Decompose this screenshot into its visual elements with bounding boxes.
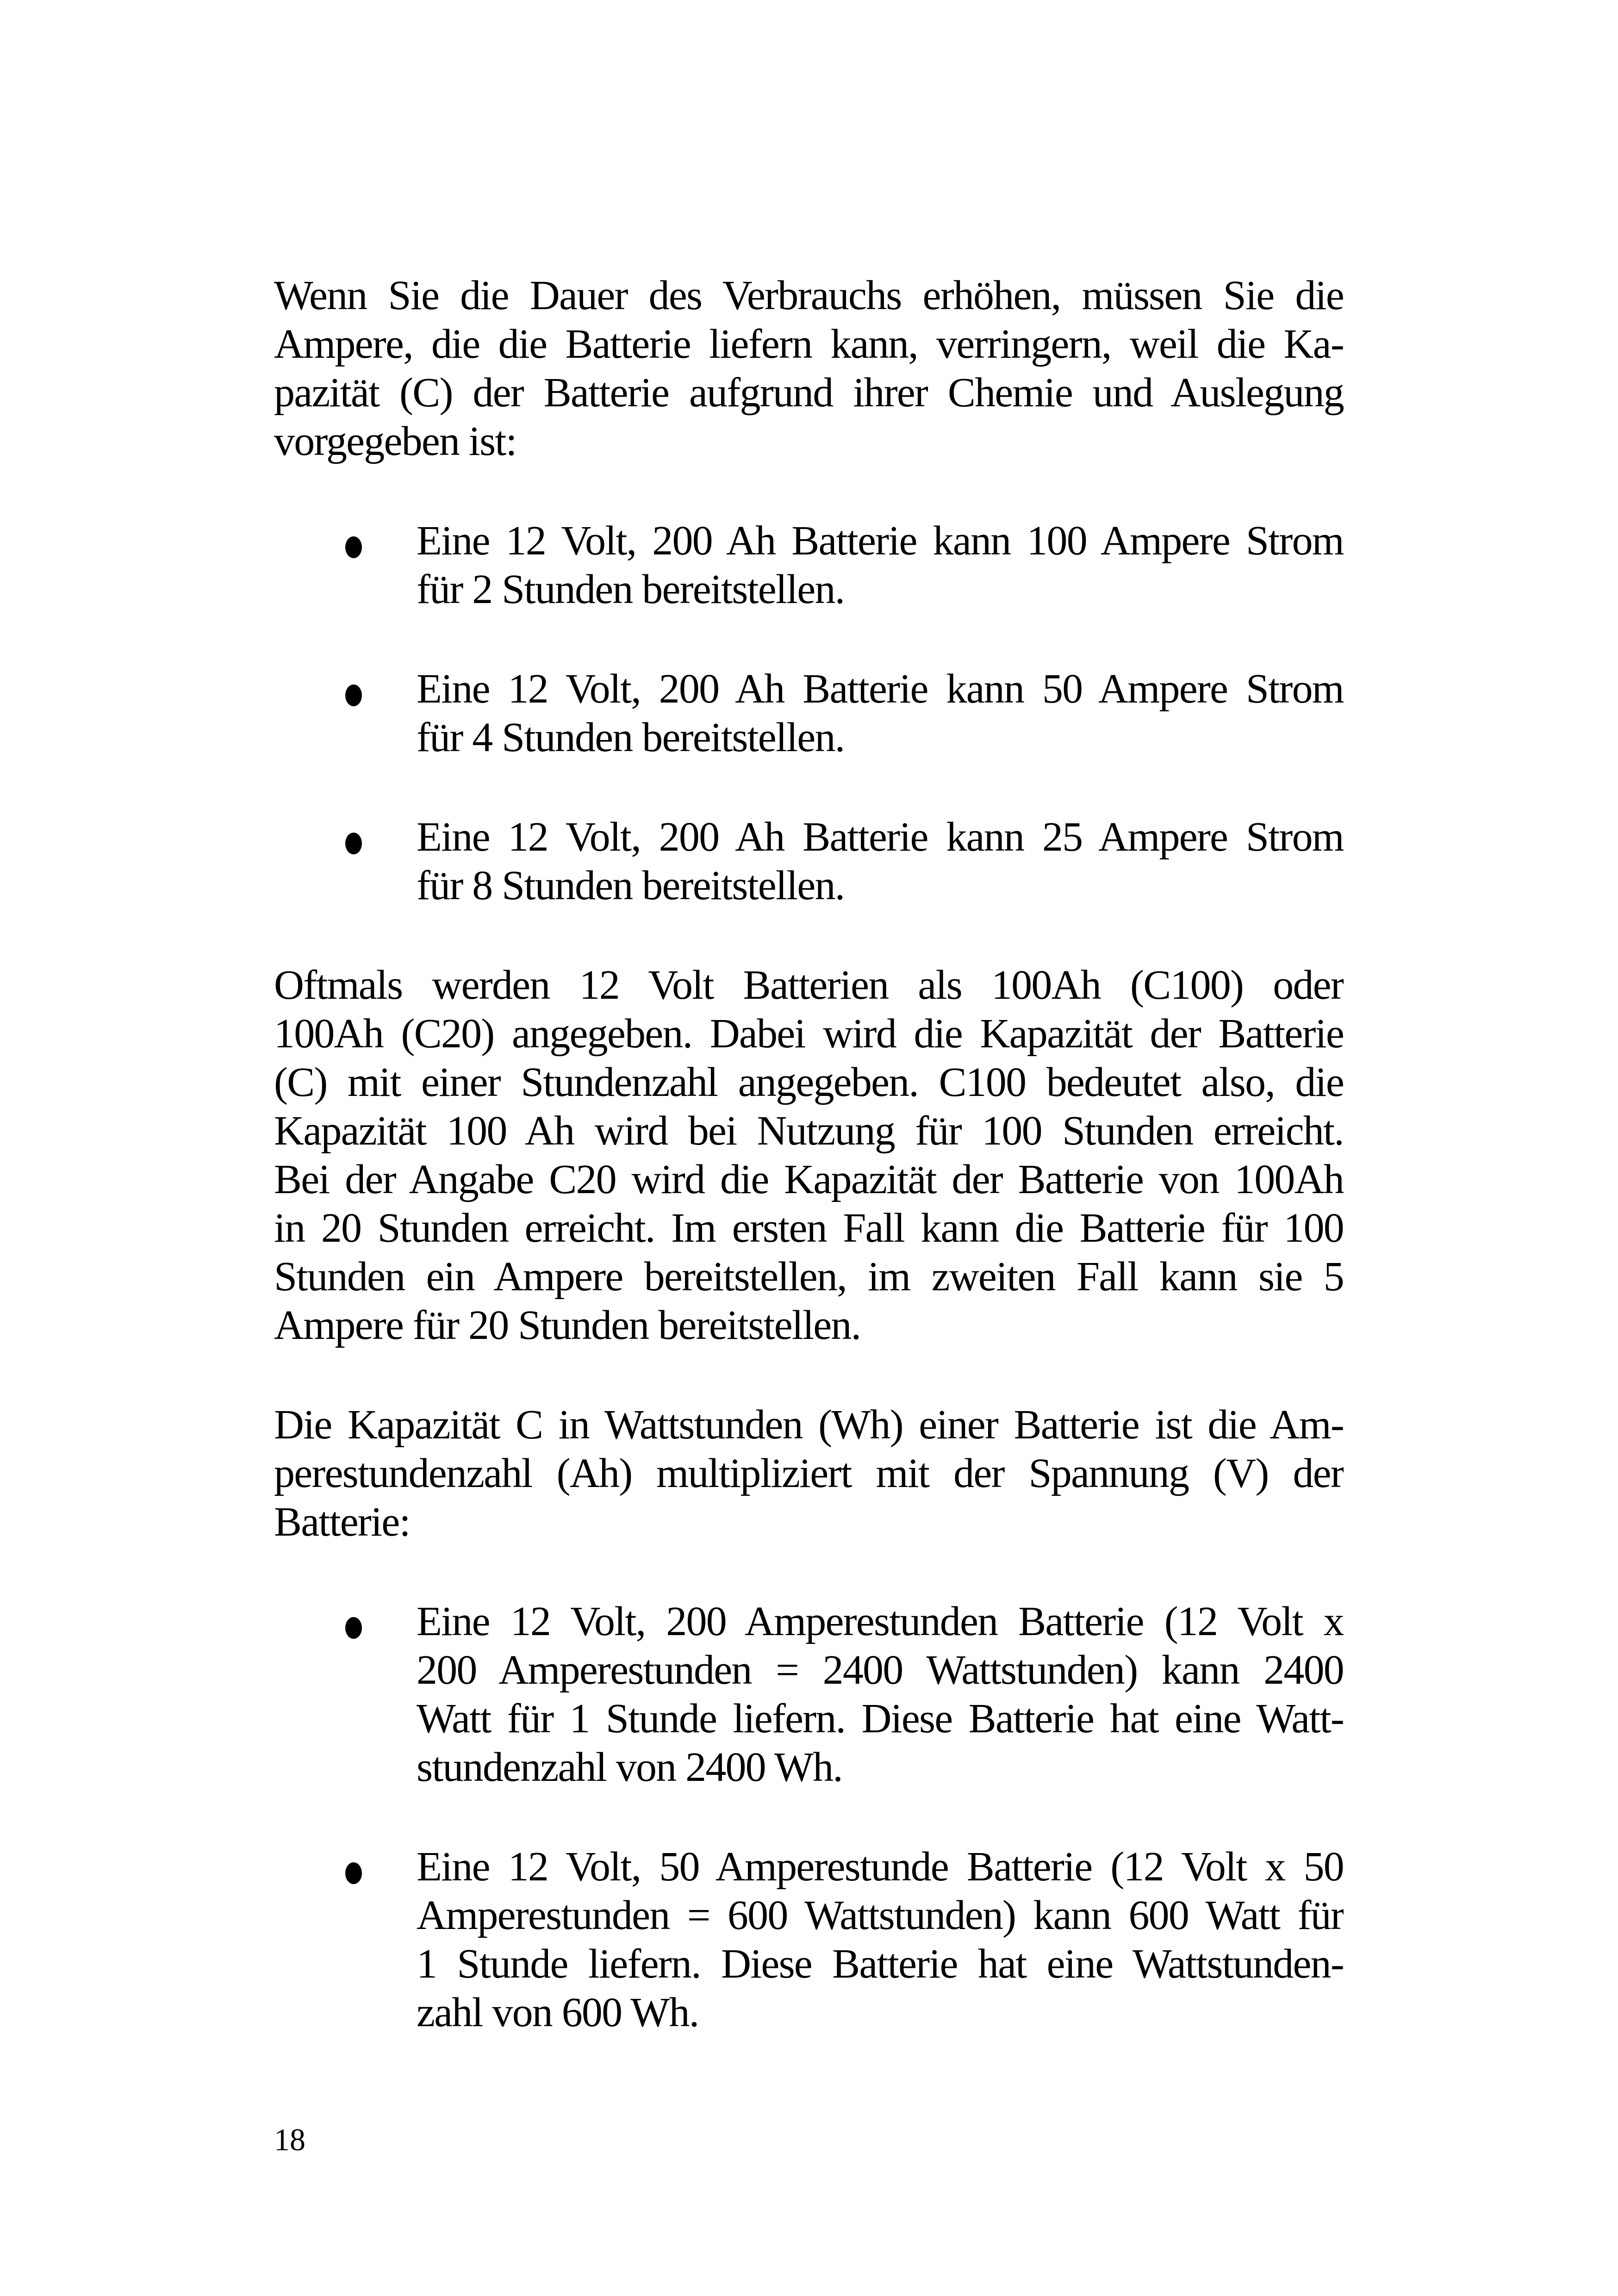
bullet-icon <box>345 1862 362 1884</box>
text-line: Stunden ein Ampere bereitstellen, im zweiten Fall kann sie 5 <box>274 1254 1344 1300</box>
bullet-item <box>274 665 1344 762</box>
text-line: Amperestunden = 600 Wattstunden) kann 600 Watt für <box>417 1892 1344 1938</box>
text-line: Wenn Sie die Dauer des Verbrauchs erhöhen, müssen Sie die <box>274 273 1344 318</box>
text-line: pazität (C) der Batterie aufgrund ihrer Chemie und Auslegung <box>274 370 1344 416</box>
text-line: Watt für 1 Stunde liefern. Diese Batterie hat eine Watt- <box>417 1696 1344 1742</box>
text-line: Oftmals werden 12 Volt Batterien als 100Ah (C100) oder <box>274 962 1344 1008</box>
bullet-item <box>274 516 1344 614</box>
text-line: für 2 Stunden bereitstellen. <box>417 566 845 612</box>
bullet-item <box>274 813 1344 910</box>
bullet-icon <box>345 833 362 854</box>
text-line: Eine 12 Volt, 50 Amperestunde Batterie (12 Volt x 50 <box>417 1844 1344 1890</box>
text-line: Eine 12 Volt, 200 Ah Batterie kann 50 Ampere Strom <box>417 666 1344 712</box>
paragraph <box>274 961 1344 1350</box>
text-line: (C) mit einer Stundenzahl angegeben. C100 bedeutet also, die <box>274 1059 1344 1105</box>
bullet-text <box>417 516 1344 614</box>
paragraph <box>274 271 1344 466</box>
text-line: 100Ah (C20) angegeben. Dabei wird die Kapazität der Batterie <box>274 1011 1344 1057</box>
text-line: Die Kapazität C in Wattstunden (Wh) einer Batterie ist die Am- <box>274 1402 1344 1448</box>
text-line: Kapazität 100 Ah wird bei Nutzung für 100 Stunden erreicht. <box>274 1108 1344 1154</box>
text-line: 1 Stunde liefern. Diese Batterie hat eine Wattstunden- <box>417 1941 1344 1987</box>
text-line: Batterie: <box>274 1499 410 1545</box>
text-line: in 20 Stunden erreicht. Im ersten Fall kann die Batterie für 100 <box>274 1205 1344 1251</box>
text-line: 200 Amperestunden = 2400 Wattstunden) kann 2400 <box>417 1647 1344 1693</box>
bullet-text <box>417 665 1344 762</box>
text-line: Eine 12 Volt, 200 Ah Batterie kann 100 Ampere Strom <box>417 518 1344 564</box>
paragraph <box>274 1400 1344 1546</box>
bullet-icon <box>345 684 362 706</box>
text-line: Eine 12 Volt, 200 Amperestunden Batterie (12 Volt x <box>417 1599 1344 1644</box>
page-number: 18 <box>274 2122 305 2157</box>
text-line: für 8 Stunden bereitstellen. <box>417 863 845 908</box>
text-line: perestundenzahl (Ah) multipliziert mit der Spannung (V) der <box>274 1450 1344 1496</box>
text-line: vorgegeben ist: <box>274 418 517 464</box>
bullet-text <box>417 813 1344 910</box>
bullet-text <box>417 1842 1344 2037</box>
bullet-icon <box>345 1617 362 1639</box>
bullet-text <box>417 1597 1344 1792</box>
text-line: Ampere, die die Batterie liefern kann, verringern, weil die Ka- <box>274 321 1344 367</box>
text-line: Bei der Angabe C20 wird die Kapazität der Batterie von 100Ah <box>274 1157 1344 1202</box>
text-line: Eine 12 Volt, 200 Ah Batterie kann 25 Ampere Strom <box>417 814 1344 860</box>
bullet-item <box>274 1597 1344 1792</box>
bullet-item <box>274 1842 1344 2037</box>
text-line: Ampere für 20 Stunden bereitstellen. <box>274 1302 861 1348</box>
bullet-icon <box>345 536 362 558</box>
text-column <box>274 271 1344 2037</box>
text-line: zahl von 600 Wh. <box>417 1990 699 2035</box>
text-line: für 4 Stunden bereitstellen. <box>417 715 845 760</box>
text-line: stundenzahl von 2400 Wh. <box>417 1744 842 1790</box>
